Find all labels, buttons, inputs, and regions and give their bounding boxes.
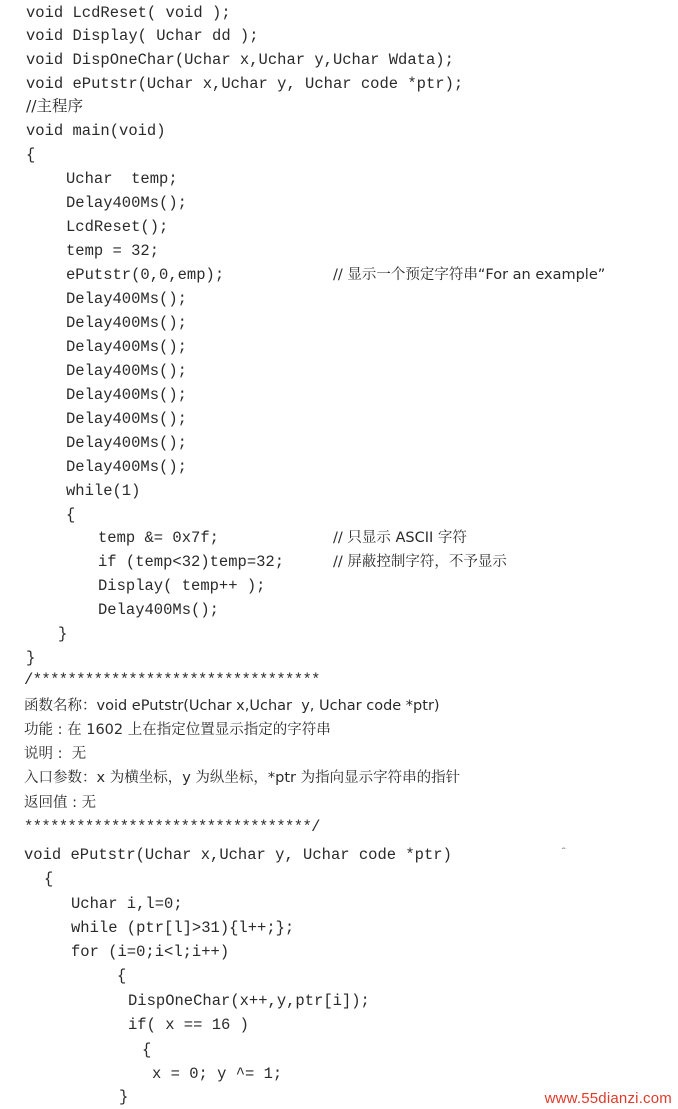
code-line bbox=[26, 648, 35, 668]
code-text: for (i=0;i<l;i++) bbox=[71, 943, 230, 961]
code-line bbox=[142, 1040, 151, 1060]
code-comment-line bbox=[333, 552, 507, 572]
code-text: Delay400Ms(); bbox=[66, 434, 187, 452]
code-line bbox=[98, 600, 219, 620]
code-line bbox=[66, 433, 187, 453]
code-line bbox=[66, 409, 187, 429]
code-line bbox=[98, 576, 265, 596]
code-line bbox=[128, 991, 370, 1011]
code-text: Delay400Ms(); bbox=[66, 314, 187, 332]
code-line bbox=[24, 768, 460, 788]
code-text: 函数名称：void ePutstr(Uchar x,Uchar y, Uchar code *ptr) bbox=[24, 698, 440, 714]
code-text: { bbox=[142, 1041, 152, 1059]
code-text: 入口参数：x 为横坐标，y 为纵坐标，*ptr 为指向显示字符串的指针 bbox=[24, 770, 461, 786]
code-line bbox=[24, 793, 96, 813]
code-text: { bbox=[44, 870, 54, 888]
code-text: 返回值 : 无 bbox=[24, 795, 97, 811]
code-line bbox=[66, 289, 187, 309]
code-line bbox=[26, 74, 463, 94]
code-line bbox=[24, 817, 320, 837]
code-text: } bbox=[119, 1088, 129, 1106]
code-text: x = 0; y ^= 1; bbox=[152, 1065, 283, 1083]
code-text: void LcdReset( void ); bbox=[26, 4, 231, 22]
code-text: 说明 : 无 bbox=[24, 746, 87, 762]
code-line bbox=[66, 361, 187, 381]
code-text: Delay400Ms(); bbox=[66, 362, 187, 380]
code-text: ePutstr(0,0,emp); bbox=[66, 266, 225, 284]
code-comment-line bbox=[333, 265, 605, 285]
code-line bbox=[66, 193, 187, 213]
code-text: if( x == 16 ) bbox=[128, 1016, 249, 1034]
code-line bbox=[66, 457, 187, 477]
code-line bbox=[66, 385, 187, 405]
code-comment: // 只显示 ASCII 字符 bbox=[333, 530, 467, 546]
code-text: void main(void) bbox=[26, 122, 166, 140]
code-text: //主程序 bbox=[26, 97, 83, 115]
code-line bbox=[66, 505, 75, 525]
code-text: Uchar temp; bbox=[66, 170, 178, 188]
code-text: Delay400Ms(); bbox=[66, 290, 187, 308]
code-line bbox=[71, 894, 183, 914]
code-text: while (ptr[l]>31){l++;}; bbox=[71, 919, 295, 937]
code-line bbox=[66, 265, 224, 285]
code-text: /********************************* bbox=[24, 671, 320, 689]
code-text: Uchar i,l=0; bbox=[71, 895, 183, 913]
code-line bbox=[117, 966, 126, 986]
site-watermark: www.55dianzi.com bbox=[544, 1090, 672, 1107]
code-comment: // 屏蔽控制字符，不予显示 bbox=[333, 554, 507, 570]
code-text: Delay400Ms(); bbox=[66, 386, 187, 404]
code-text: void ePutstr(Uchar x,Uchar y, Uchar code *ptr); bbox=[26, 75, 464, 93]
code-text: DispOneChar(x++,y,ptr[i]); bbox=[128, 992, 370, 1010]
code-line bbox=[44, 869, 53, 889]
code-text: { bbox=[66, 506, 76, 524]
code-text: temp = 32; bbox=[66, 242, 160, 260]
code-text: void ePutstr(Uchar x,Uchar y, Uchar code *ptr) bbox=[24, 846, 452, 864]
code-text: { bbox=[26, 146, 36, 164]
code-line bbox=[66, 481, 140, 501]
code-line bbox=[66, 217, 168, 237]
code-line bbox=[24, 696, 440, 716]
code-text: Delay400Ms(); bbox=[66, 338, 187, 356]
code-line bbox=[26, 121, 166, 141]
code-text: void DispOneChar(Uchar x,Uchar y,Uchar Wdata); bbox=[26, 51, 454, 69]
scan-mark: ˆ bbox=[560, 846, 568, 860]
code-line bbox=[128, 1015, 249, 1035]
code-line bbox=[119, 1087, 128, 1107]
code-line bbox=[98, 552, 284, 572]
code-line bbox=[24, 670, 320, 690]
code-text: 功能 : 在 1602 上在指定位置显示指定的字符串 bbox=[24, 722, 331, 738]
code-text: while(1) bbox=[66, 482, 141, 500]
code-text: Delay400Ms(); bbox=[66, 458, 187, 476]
code-line bbox=[24, 720, 331, 740]
code-text: Delay400Ms(); bbox=[66, 194, 187, 212]
code-text: Delay400Ms(); bbox=[66, 410, 187, 428]
code-line bbox=[26, 26, 259, 46]
code-text: Display( temp++ ); bbox=[98, 577, 266, 595]
code-comment: // 显示一个预定字符串“For an example” bbox=[333, 267, 606, 283]
code-line bbox=[26, 50, 454, 70]
code-text: *********************************/ bbox=[24, 818, 320, 836]
code-line bbox=[71, 942, 229, 962]
code-line bbox=[66, 241, 159, 261]
code-line bbox=[26, 145, 35, 165]
code-line bbox=[71, 918, 294, 938]
code-text: { bbox=[117, 967, 127, 985]
code-text: temp &= 0x7f; bbox=[98, 529, 219, 547]
code-text: } bbox=[58, 625, 68, 643]
code-text: void Display( Uchar dd ); bbox=[26, 27, 259, 45]
code-text: } bbox=[26, 649, 36, 667]
code-line bbox=[98, 528, 219, 548]
code-line bbox=[24, 845, 452, 865]
code-line bbox=[24, 744, 86, 764]
code-text: Delay400Ms(); bbox=[98, 601, 219, 619]
code-line bbox=[58, 624, 67, 644]
code-line bbox=[152, 1064, 282, 1084]
code-line bbox=[66, 169, 178, 189]
code-line bbox=[66, 337, 187, 357]
code-line bbox=[26, 3, 231, 23]
code-line bbox=[26, 96, 83, 116]
code-line bbox=[66, 313, 187, 333]
code-text: LcdReset(); bbox=[66, 218, 169, 236]
code-text: if (temp<32)temp=32; bbox=[98, 553, 285, 571]
code-comment-line bbox=[333, 528, 467, 548]
